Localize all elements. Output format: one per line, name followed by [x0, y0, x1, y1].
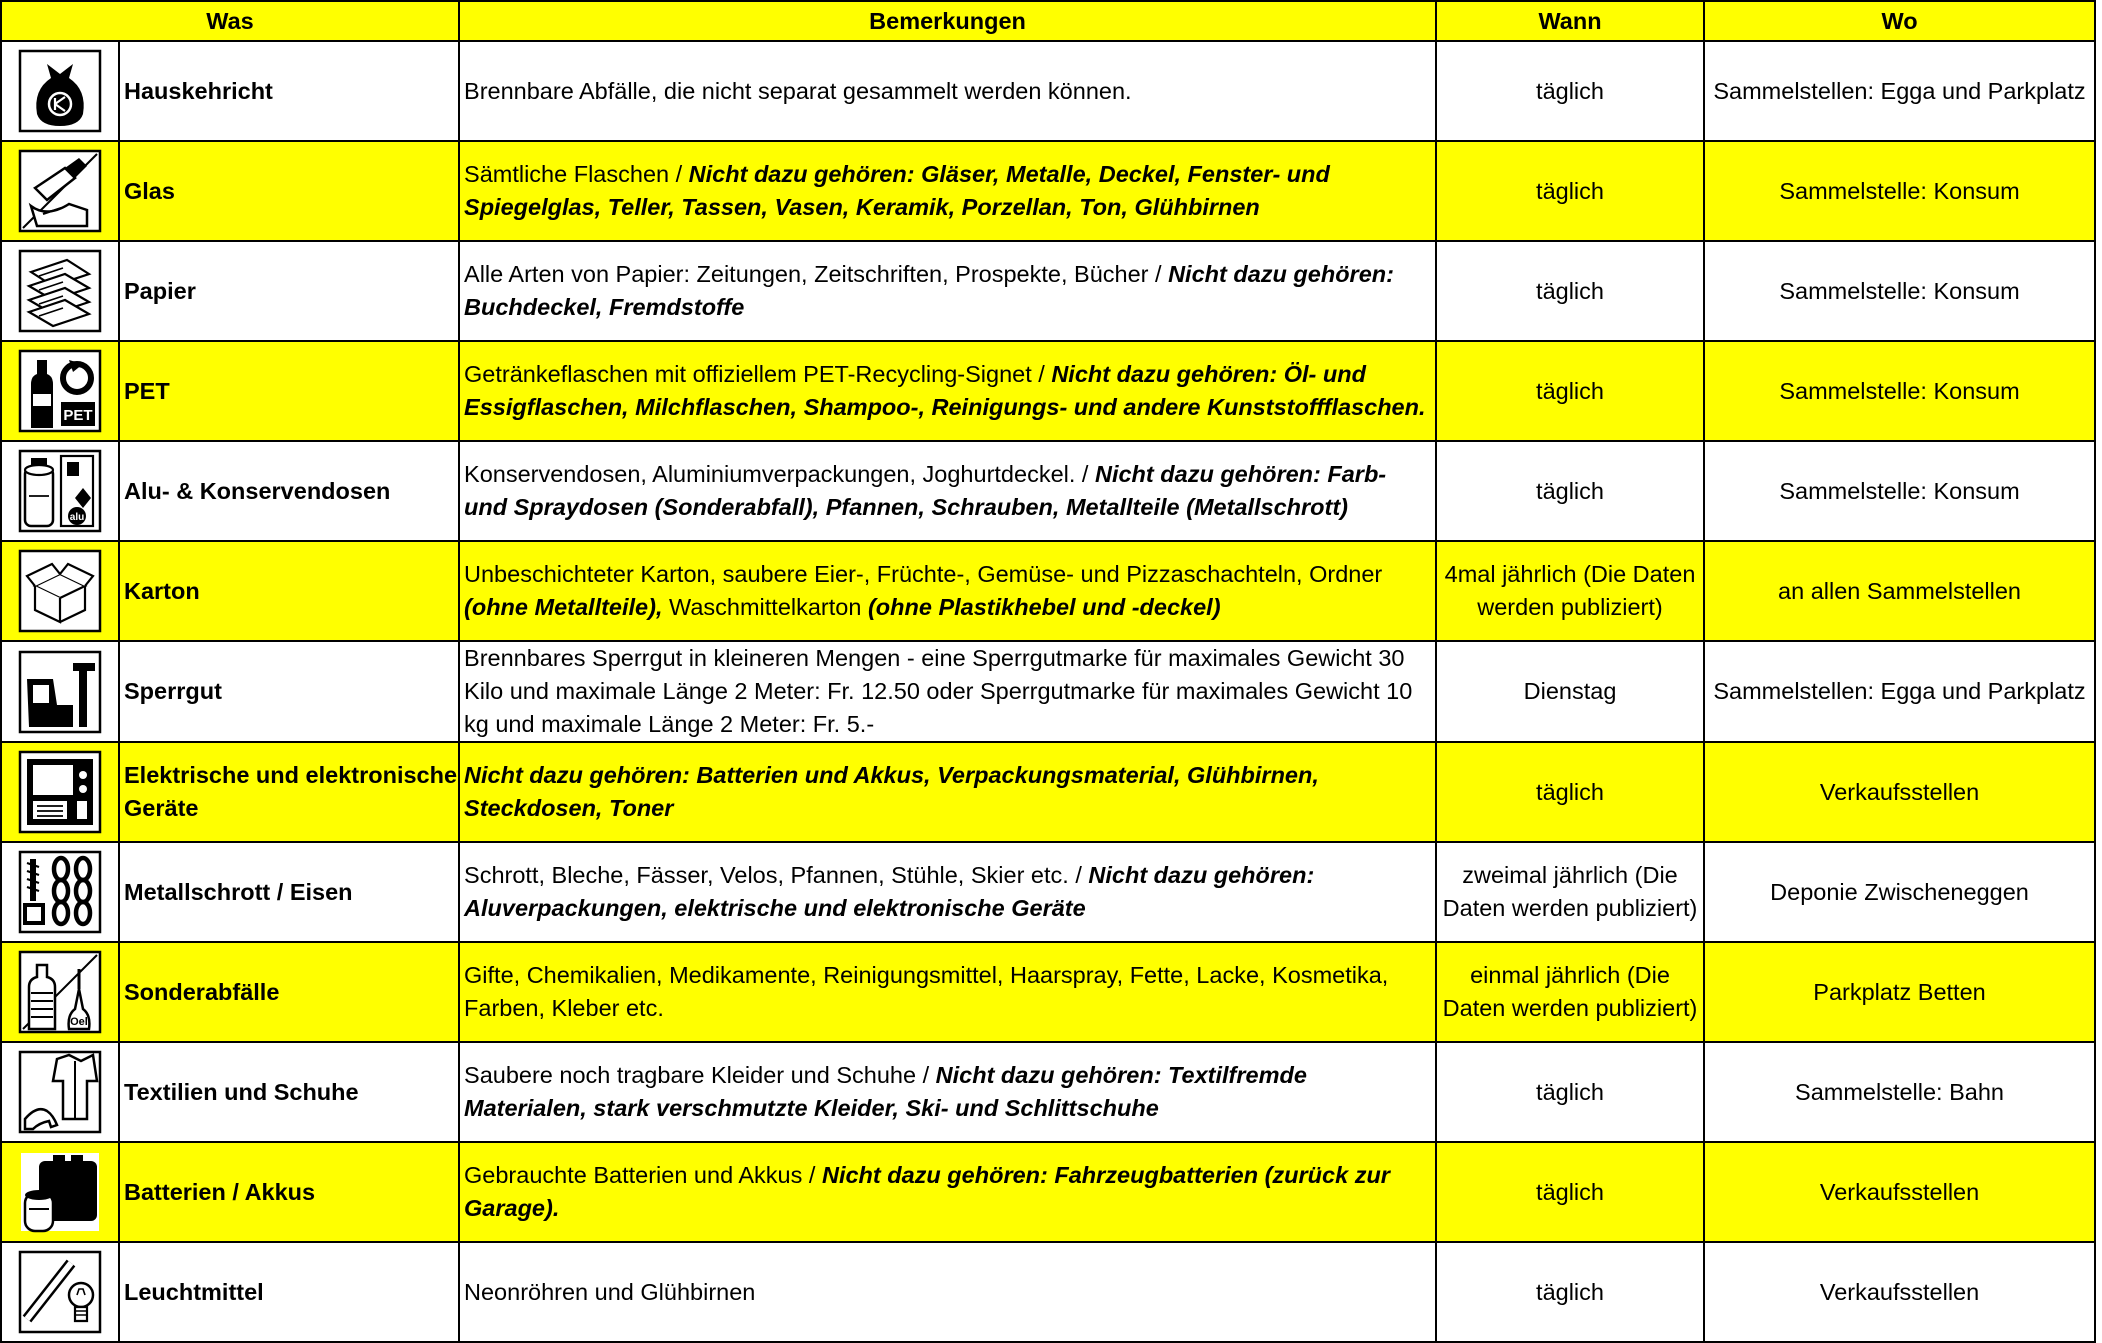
remarks-cell — [459, 641, 1436, 742]
waste-category-name: Leuchtmittel — [119, 1242, 459, 1342]
remark-text: Waschmittelkarton — [662, 594, 868, 620]
remark-text: Brennbare Abfälle, die nicht separat gesammelt werden können. — [464, 77, 1132, 104]
header-bemerkungen: Bemerkungen — [459, 1, 1436, 41]
waste-category-name: Alu- & Konservendosen — [119, 441, 459, 541]
header-was: Was — [1, 1, 459, 41]
table-row — [1, 241, 2095, 341]
icon-cell — [1, 441, 119, 541]
waste-category-name: Sonderabfälle — [119, 942, 459, 1042]
table-row — [1, 742, 2095, 842]
waste-category-name: Metallschrott / Eisen — [119, 842, 459, 942]
collection-frequency: täglich — [1436, 742, 1704, 842]
collection-location: Sammelstellen: Egga und Parkplatz — [1704, 41, 2095, 141]
paper-stack-icon — [17, 248, 103, 334]
collection-frequency: täglich — [1436, 341, 1704, 441]
remark-text: Gebrauchte Batterien und Akkus / — [464, 1162, 822, 1188]
icon-cell — [1, 541, 119, 641]
exclusion-text: (ohne Metallteile), — [464, 594, 663, 620]
remark-text: Gifte, Chemikalien, Medikamente, Reinigungsmittel, Haarspray, Fette, Lacke, Kosmetika, Farben, Kleber etc. — [464, 962, 1389, 1021]
exclusion-text: Nicht dazu gehören: Aluverpackungen, elektrische und elektronische Geräte — [464, 862, 1315, 921]
collection-location: Deponie Zwischeneggen — [1704, 842, 2095, 942]
remarks-cell — [459, 41, 1436, 141]
remarks-cell — [459, 441, 1436, 541]
table-row — [1, 1042, 2095, 1142]
table-row — [1, 1142, 2095, 1242]
remark-text: Unbeschichteter Karton, saubere Eier-, Früchte-, Gemüse- und Pizzaschachteln, Ordner — [464, 561, 1383, 587]
collection-location: Verkaufsstellen — [1704, 1242, 2095, 1342]
exclusion-text: Nicht dazu gehören: Farb- und Spraydosen (Sonderabfall), Pfannen, Schrauben, Metallteile (Metallschrott) — [464, 461, 1387, 520]
waste-category-name: Sperrgut — [119, 641, 459, 742]
collection-frequency: 4mal jährlich (Die Daten werden publiziert) — [1436, 541, 1704, 641]
remarks-cell — [459, 942, 1436, 1042]
collection-frequency: täglich — [1436, 141, 1704, 241]
pet-recycling-icon — [17, 348, 103, 434]
remarks-cell — [459, 1142, 1436, 1242]
shirt-shoe-icon — [17, 1049, 103, 1135]
collection-location: Sammelstelle: Konsum — [1704, 141, 2095, 241]
waste-category-name: Papier — [119, 241, 459, 341]
remarks-cell — [459, 742, 1436, 842]
remark-text: Saubere noch tragbare Kleider und Schuhe / — [464, 1062, 936, 1088]
remarks-cell — [459, 341, 1436, 441]
collection-frequency: einmal jährlich (Die Daten werden publiziert) — [1436, 942, 1704, 1042]
light-bulb-tube-icon — [17, 1249, 103, 1335]
icon-cell — [1, 641, 119, 742]
waste-category-name: Karton — [119, 541, 459, 641]
svg-text:Oel: Oel — [70, 1016, 88, 1028]
armchair-bulky-waste-icon — [17, 649, 103, 735]
icon-cell — [1, 141, 119, 241]
exclusion-text: Nicht dazu gehören: Batterien und Akkus, Verpackungsmaterial, Glühbirnen, Steckdosen, Toner — [464, 762, 1319, 821]
table-row — [1, 341, 2095, 441]
icon-cell — [1, 1042, 119, 1142]
collection-frequency: täglich — [1436, 441, 1704, 541]
icon-cell — [1, 842, 119, 942]
remarks-cell — [459, 1242, 1436, 1342]
header-wo: Wo — [1704, 1, 2095, 41]
scrap-metal-icon — [17, 849, 103, 935]
remark-text: Brennbares Sperrgut in kleineren Mengen - eine Sperrgutmarke für maximales Gewicht 30 Kilo und maximale Länge 2 Meter: Fr. 12.50 oder Sperrgutmarke für maximales Gewicht 10 kg und maximale Länge 2 Meter: Fr. 5.- — [464, 645, 1413, 737]
collection-location: Sammelstelle: Konsum — [1704, 241, 2095, 341]
icon-cell — [1, 41, 119, 141]
exclusion-text: Nicht dazu gehören: Öl- und Essigflaschen, Milchflaschen, Shampoo-, Reinigungs- und andere Kunststoffflaschen. — [464, 361, 1426, 420]
icon-cell — [1, 742, 119, 842]
collection-location: Sammelstellen: Egga und Parkplatz — [1704, 641, 2095, 742]
collection-location: Verkaufsstellen — [1704, 1142, 2095, 1242]
collection-frequency: täglich — [1436, 41, 1704, 141]
exclusion-text: (ohne Plastikhebel und -deckel) — [867, 594, 1221, 620]
remark-text: Alle Arten von Papier: Zeitungen, Zeitschriften, Prospekte, Bücher / — [464, 261, 1169, 287]
waste-category-name: Hauskehricht — [119, 41, 459, 141]
table-row — [1, 942, 2095, 1042]
icon-cell — [1, 942, 119, 1042]
cardboard-box-icon — [17, 548, 103, 634]
table-row — [1, 441, 2095, 541]
remark-text: Sämtliche Flaschen / — [464, 161, 689, 187]
waste-category-name: Batterien / Akkus — [119, 1142, 459, 1242]
table-row — [1, 541, 2095, 641]
exclusion-text: Nicht dazu gehören: Fahrzeugbatterien (zurück zur Garage). — [464, 1162, 1390, 1221]
waste-category-name: PET — [119, 341, 459, 441]
trash-bag-icon — [17, 48, 103, 134]
remarks-cell — [459, 141, 1436, 241]
collection-frequency: täglich — [1436, 241, 1704, 341]
svg-text:alu: alu — [69, 512, 85, 523]
aluminium-can-icon — [17, 448, 103, 534]
waste-category-name: Glas — [119, 141, 459, 241]
remarks-cell — [459, 541, 1436, 641]
remarks-cell — [459, 1042, 1436, 1142]
svg-text:PET: PET — [63, 407, 93, 424]
collection-frequency: Dienstag — [1436, 641, 1704, 742]
waste-category-name: Elektrische und elektronische Geräte — [119, 742, 459, 842]
collection-frequency: täglich — [1436, 1242, 1704, 1342]
remark-text: Konservendosen, Aluminiumverpackungen, Joghurtdeckel. / — [464, 461, 1095, 487]
icon-cell — [1, 1242, 119, 1342]
icon-cell — [1, 241, 119, 341]
collection-location: Sammelstelle: Bahn — [1704, 1042, 2095, 1142]
icon-cell — [1, 1142, 119, 1242]
collection-frequency: zweimal jährlich (Die Daten werden publiziert) — [1436, 842, 1704, 942]
icon-cell — [1, 341, 119, 441]
table-row — [1, 41, 2095, 141]
hazardous-waste-icon — [17, 949, 103, 1035]
header-row — [1, 1, 2095, 41]
exclusion-text: Nicht dazu gehören: Textilfremde Materialen, stark verschmutzte Kleider, Ski- und Schlittschuhe — [464, 1062, 1307, 1121]
table-row — [1, 141, 2095, 241]
waste-category-name: Textilien und Schuhe — [119, 1042, 459, 1142]
collection-frequency: täglich — [1436, 1142, 1704, 1242]
collection-location: Verkaufsstellen — [1704, 742, 2095, 842]
collection-location: Sammelstelle: Konsum — [1704, 441, 2095, 541]
table-row — [1, 1242, 2095, 1342]
collection-location: Sammelstelle: Konsum — [1704, 341, 2095, 441]
exclusion-text: Nicht dazu gehören: Buchdeckel, Fremdstoffe — [464, 261, 1394, 320]
remark-text: Neonröhren und Glühbirnen — [464, 1278, 756, 1305]
battery-icon — [17, 1149, 103, 1235]
remark-text: Schrott, Bleche, Fässer, Velos, Pfannen, Stühle, Skier etc. / — [464, 862, 1089, 888]
collection-location: Parkplatz Betten — [1704, 942, 2095, 1042]
collection-frequency: täglich — [1436, 1042, 1704, 1142]
glass-bottle-icon — [17, 148, 103, 234]
table-row — [1, 842, 2095, 942]
table-row — [1, 641, 2095, 742]
remarks-cell — [459, 241, 1436, 341]
collection-location: an allen Sammelstellen — [1704, 541, 2095, 641]
remark-text: Getränkeflaschen mit offiziellem PET-Recycling-Signet / — [464, 361, 1052, 387]
header-wann: Wann — [1436, 1, 1704, 41]
exclusion-text: Nicht dazu gehören: Gläser, Metalle, Deckel, Fenster- und Spiegelglas, Teller, Tassen, Vasen, Keramik, Porzellan, Ton, Glühbirnen — [464, 161, 1330, 220]
electronic-device-icon — [17, 749, 103, 835]
remarks-cell — [459, 842, 1436, 942]
